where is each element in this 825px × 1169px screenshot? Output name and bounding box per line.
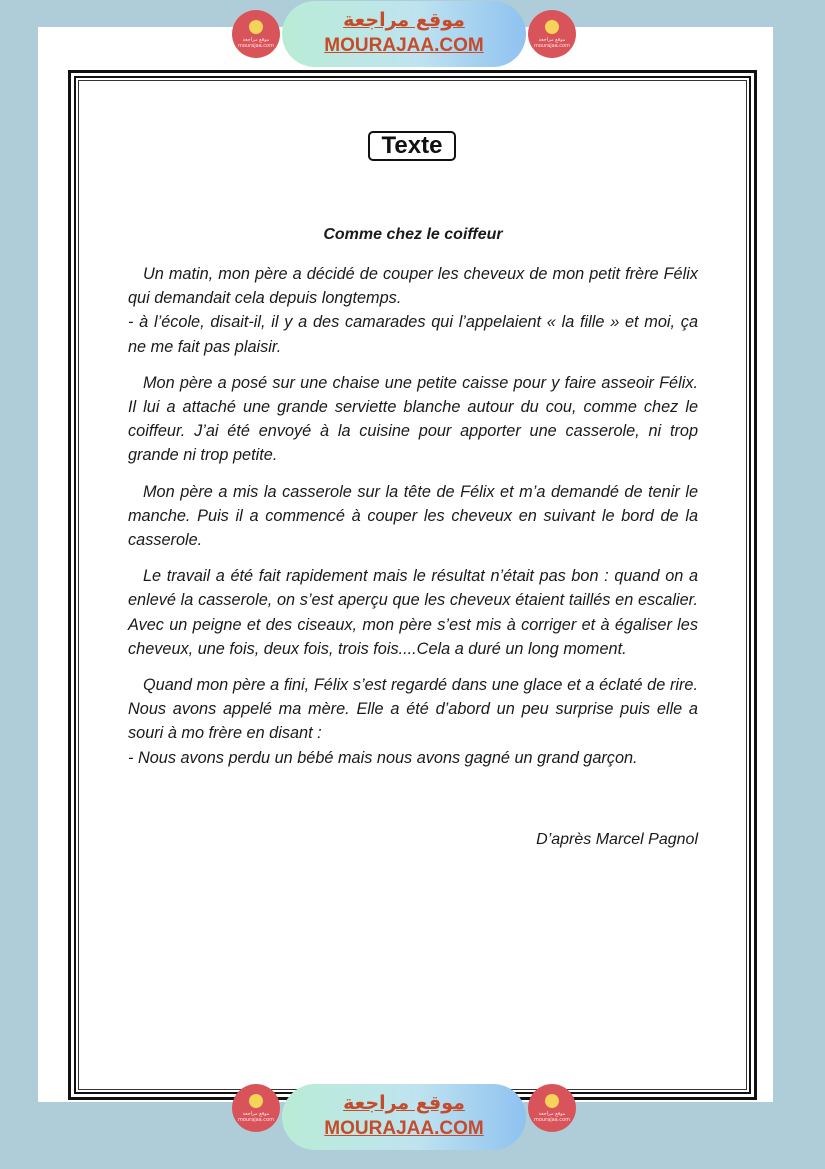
paragraph: Mon père a mis la casserole sur la tête de Félix et m’a demandé de tenir le manche. Puis il a commencé à couper les cheveux en suivant le bord de la casserole.	[128, 482, 698, 550]
site-header-badge[interactable]	[282, 1, 526, 67]
site-name-arabic: موقع مراجعة	[343, 1092, 465, 1114]
paragraph: Quand mon père a fini, Félix s’est regardé dans une glace et a éclaté de rire. Nous avons appelé ma mère. Elle a été d’abord un peu surprise puis elle a souri à mo frère en disant : - Nous avons perdu un bébé mais nous avons gagné un grand garçon.	[128, 673, 698, 770]
author-credit: D’après Marcel Pagnol	[536, 831, 698, 848]
site-logo-left-icon: موقع مراجعة mourajaa.com	[232, 1084, 280, 1132]
paragraph: Le travail a été fait rapidement mais le résultat n’était pas bon : quand on a enlevé la casserole, on s’est aperçu que les cheveux étaient taillés en escalier. Avec un peigne et des ciseaux, mon père s’est mis à corriger et à égaliser les cheveux, une fois, deux fois, trois fois....Cela a duré un long moment.	[128, 567, 698, 658]
story-title: Comme chez le coiffeur	[323, 226, 503, 243]
paragraph: Un matin, mon père a décidé de couper les cheveux de mon petit frère Félix qui demandait cela depuis longtemps. - à l’école, disait-il, il y a des camarades qui l’appelaient « la fille » et moi, ça ne me fait pas plaisir.	[128, 262, 698, 359]
site-name-arabic: موقع مراجعة	[343, 9, 465, 31]
paragraph: Mon père a posé sur une chaise une petite caisse pour y faire asseoir Félix. Il lui a attaché une grande serviette blanche autour du cou, comme chez le coiffeur. J’ai été envoyé à la cuisine pour apporter une casserole, ni trop grande ni trop petite.	[128, 373, 698, 465]
dialogue-line: - à l’école, disait-il, il y a des camarades qui l’appelaient « la fille » et moi, ça ne me fait pas plaisir.	[128, 313, 698, 356]
site-footer-badge[interactable]	[282, 1084, 526, 1150]
story-text	[128, 262, 698, 782]
site-url-link[interactable]: MOURAJAA.COM	[324, 35, 484, 56]
site-url-link[interactable]: MOURAJAA.COM	[324, 1118, 484, 1139]
dialogue-line: - Nous avons perdu un bébé mais nous avons gagné un grand garçon.	[128, 748, 638, 767]
site-logo-right-icon: موقع مراجعة mourajaa.com	[528, 10, 576, 58]
site-logo-left-icon: موقع مراجعة mourajaa.com	[232, 10, 280, 58]
section-heading: Texte	[368, 131, 456, 161]
site-logo-right-icon: موقع مراجعة mourajaa.com	[528, 1084, 576, 1132]
